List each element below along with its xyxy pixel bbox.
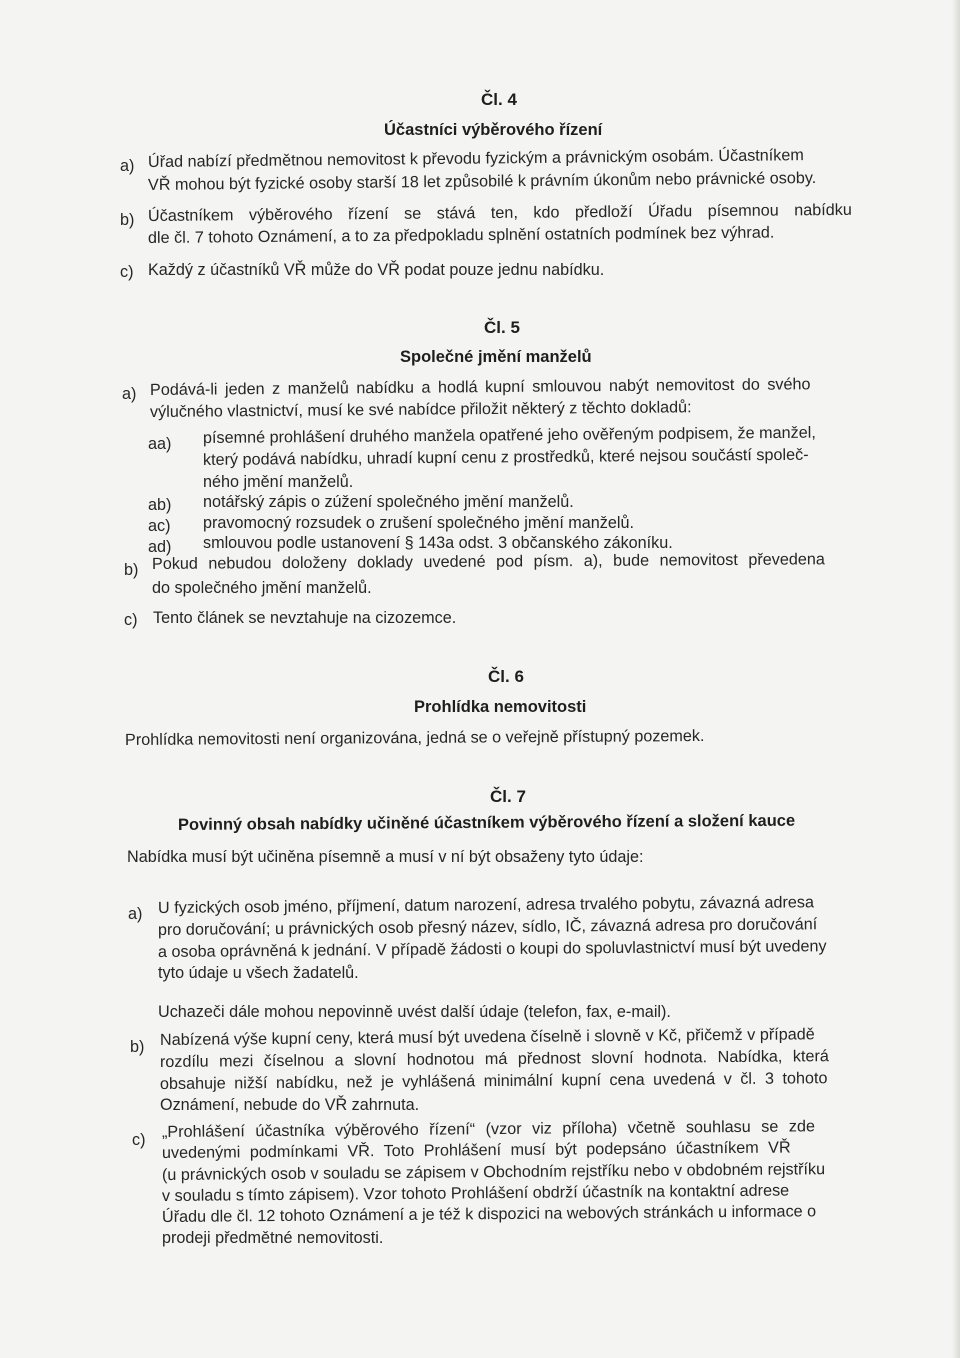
art5-aa-label: aa) bbox=[148, 435, 172, 453]
art7-title: Povinný obsah nabídky učiněné účastníkem výběrového řízení a složení kauce bbox=[177, 811, 796, 834]
art6-title: Prohlídka nemovitosti bbox=[414, 698, 587, 716]
art7-a-line5: Uchazeči dále mohou nepovinně uvést další údaje (telefon, fax, e-mail). bbox=[158, 1003, 671, 1021]
art7-c-line5: Úřadu dle čl. 12 tohoto Oznámení a je též k dispozici na webových stránkách u informace o bbox=[161, 1202, 817, 1226]
art5-a-line1: Podává-li jeden z manželů nabídku a hodlá kupní smlouvou nabýt nemovitost do svého bbox=[149, 375, 811, 399]
art4-c-label: c) bbox=[120, 263, 134, 281]
art4-a-line2: VŘ mohou být fyzické osoby starší 18 let způsobilé k právním úkonům nebo právnické osoby. bbox=[147, 169, 817, 194]
art5-ac-label: ac) bbox=[148, 517, 171, 535]
art5-ad-line1: smlouvou podle ustanovení § 143a odst. 3 občanského zákoníku. bbox=[203, 534, 673, 552]
art7-a-line2: pro doručování; u právnických osob přesný název, sídlo, IČ, závazná adresa pro doručování bbox=[157, 915, 818, 939]
art6-line1: Prohlídka nemovitosti není organizována, jedná se o veřejně přístupný pozemek. bbox=[124, 726, 705, 749]
art7-heading: Čl. 7 bbox=[490, 787, 526, 806]
art4-b-label: b) bbox=[120, 211, 135, 229]
art4-a-line1: Úřad nabízí předmětnou nemovitost k převodu fyzickým a právnickým osobám. Účastníkem bbox=[147, 146, 804, 171]
art4-heading: Čl. 4 bbox=[481, 90, 517, 109]
art7-c-line6: prodeji předmětné nemovitosti. bbox=[162, 1229, 384, 1247]
art7-b-line3: obsahuje nižší nabídku, než je vyhlášená minimální kupní cena uvedená v čl. 3 tohoto bbox=[159, 1069, 828, 1093]
art7-a-line3: a osoba oprávněná k jednání. V případě žádosti o koupi do spoluvlastnictví musí být uvedeny bbox=[157, 937, 827, 961]
art7-c-line2: uvedenými podmínkami VŘ. Toto Prohlášení musí být podepsáno účastníkem VŘ bbox=[161, 1138, 791, 1162]
art5-b-line1: Pokud nebudou doloženy doklady uvedené pod písm. a), bude nemovitost převedena bbox=[151, 550, 825, 573]
art5-b-line2: do společného jmění manželů. bbox=[152, 579, 372, 597]
art7-a-line4: tyto údaje u všech žadatelů. bbox=[158, 964, 359, 982]
art7-b-line4: Oznámení, nebude do VŘ zahrnuta. bbox=[160, 1096, 420, 1114]
art7-b-line2: rozdílu mezi číselnou a slovní hodnotou má přednost slovní hodnota. Nabídka, která bbox=[159, 1047, 829, 1071]
art5-aa-line2: který podává nabídku, uhradí kupní cenu z prostředků, které nejsou součástí společ- bbox=[202, 445, 809, 469]
art5-a-label: a) bbox=[122, 385, 137, 403]
art7-c-line4: v souladu s tímto zápisem). Vzor tohoto Prohlášení obdrží účastník na kontaktní adrese bbox=[161, 1181, 790, 1205]
art5-heading: Čl. 5 bbox=[484, 318, 520, 337]
art7-c-line3: (u právnických osob v souladu se zápisem v Obchodním rejstříku nebo v obdobném rejstříku bbox=[161, 1160, 826, 1184]
art4-c-line1: Každý z účastníků VŘ může do VŘ podat pouze jednu nabídku. bbox=[148, 261, 605, 279]
art5-aa-line3: ného jmění manželů. bbox=[203, 473, 354, 491]
art5-c-line1: Tento článek se nevztahuje na cizozemce. bbox=[153, 609, 457, 627]
art7-c-label: c) bbox=[132, 1131, 146, 1149]
art7-a-line1: U fyzických osob jméno, příjmení, datum narození, adresa trvalého pobytu, závazná adresa bbox=[157, 893, 814, 917]
art5-c-label: c) bbox=[124, 611, 138, 629]
art6-heading: Čl. 6 bbox=[488, 667, 524, 686]
art4-b-line1: Účastníkem výběrového řízení se stává ten, kdo předloží Úřadu písemnou nabídku bbox=[147, 200, 852, 225]
art5-ab-line1: notářský zápis o zúžení společného jmění manželů. bbox=[203, 493, 574, 511]
art7-b-label: b) bbox=[130, 1038, 145, 1056]
art7-b-line1: Nabízená výše kupní ceny, která musí být uvedena číselně i slovně v Kč, přičemž v případě bbox=[159, 1025, 815, 1049]
art4-a-label: a) bbox=[120, 157, 135, 175]
art7-intro: Nabídka musí být učiněna písemně a musí v ní být obsaženy tyto údaje: bbox=[127, 848, 644, 866]
art5-ac-line1: pravomocný rozsudek o zrušení společného jmění manželů. bbox=[203, 514, 634, 532]
art5-ab-label: ab) bbox=[148, 496, 172, 514]
art5-a-line2: výlučného vlastnictví, musí ke své nabídce přiložit některý z těchto dokladů: bbox=[149, 398, 692, 421]
art5-aa-line1: písemné prohlášení druhého manžela opatřené jeho ověřeným podpisem, že manžel, bbox=[202, 423, 816, 447]
art7-a-label: a) bbox=[128, 905, 143, 923]
scan-edge-shadow bbox=[952, 0, 960, 1358]
art5-title: Společné jmění manželů bbox=[400, 348, 592, 366]
art5-ad-label: ad) bbox=[148, 538, 172, 556]
art7-c-line1: „Prohlášení účastníka výběrového řízení“ (vzor viz příloha) včetně souhlasu se zde bbox=[161, 1117, 815, 1141]
art5-b-label: b) bbox=[124, 561, 139, 579]
art4-title: Účastníci výběrového řízení bbox=[384, 121, 603, 139]
art4-b-line2: dle čl. 7 tohoto Oznámení, a to za předpokladu splnění ostatních podmínek bez výhrad. bbox=[147, 223, 775, 247]
